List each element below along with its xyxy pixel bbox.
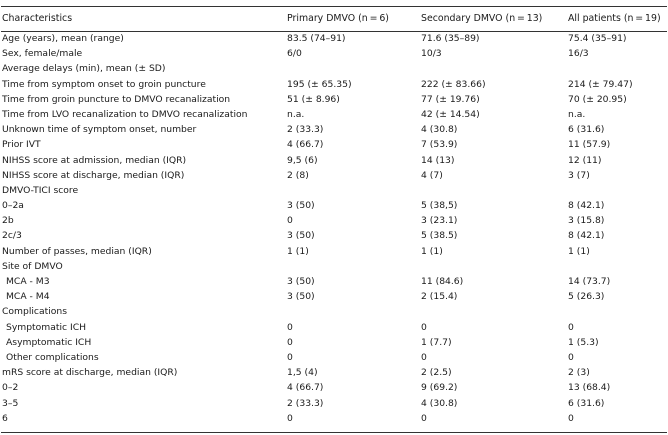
row-label: 2c/3: [2, 230, 22, 242]
row-primary-value: 0: [287, 321, 293, 333]
row-secondary-value: 0: [421, 412, 427, 424]
row-label: Sex, female/male: [2, 48, 83, 60]
row-all-value: 1 (5.3): [568, 336, 599, 348]
row-all-value: 3 (7): [568, 169, 590, 181]
table-row: [1, 396, 667, 411]
characteristics-table: [1, 6, 667, 426]
row-label: 3–5: [2, 397, 19, 409]
row-primary-value: 2 (8): [287, 169, 309, 181]
row-all-value: 13 (68.4): [568, 382, 611, 394]
row-label: Other complications: [6, 351, 99, 363]
row-secondary-value: 1 (7.7): [421, 336, 452, 348]
table-row: [1, 46, 667, 61]
row-all-value: 1 (1): [568, 245, 590, 257]
row-label: NIHSS score at discharge, median (IQR): [2, 169, 185, 181]
row-secondary-value: 9 (69.2): [421, 382, 458, 394]
row-secondary-value: 4 (30.8): [421, 124, 458, 136]
row-label: Asymptomatic ICH: [6, 336, 92, 348]
row-all-value: 5 (26.3): [568, 291, 605, 303]
row-primary-value: n.a.: [287, 108, 305, 120]
table-row: [1, 304, 667, 319]
row-label: 2b: [2, 215, 14, 227]
row-primary-value: 0: [287, 215, 293, 227]
table-row: [1, 92, 667, 107]
row-all-value: 6 (31.6): [568, 124, 605, 136]
table-row: [1, 244, 667, 259]
table-row: [1, 380, 667, 395]
row-primary-value: 3 (50): [287, 291, 315, 303]
row-label: 6: [2, 412, 8, 424]
row-secondary-value: 2 (15.4): [421, 291, 458, 303]
table-row: [1, 153, 667, 168]
row-all-value: 8 (42.1): [568, 200, 605, 212]
row-primary-value: 0: [287, 412, 293, 424]
row-primary-value: 195 (± 65.35): [287, 78, 352, 90]
row-primary-value: 3 (50): [287, 230, 315, 242]
row-secondary-value: 2 (2.5): [421, 367, 452, 379]
row-all-value: 0: [568, 321, 574, 333]
row-secondary-value: 5 (38,5): [421, 200, 458, 212]
row-label: DMVO-TICI score: [2, 184, 79, 196]
table-row: [1, 365, 667, 380]
row-secondary-value: 11 (84.6): [421, 276, 464, 287]
row-label: Unknown time of symptom onset, number: [2, 124, 197, 136]
table-row: [1, 61, 667, 76]
row-all-value: 14 (73.7): [568, 276, 611, 287]
row-all-value: 70 (± 20.95): [568, 93, 627, 105]
table-row: [1, 274, 667, 289]
row-label: Time from groin puncture to DMVO recanalization: [2, 93, 231, 105]
row-label: NIHSS score at admission, median (IQR): [2, 154, 187, 166]
table-row: [1, 168, 667, 183]
row-secondary-value: 42 (± 14.54): [421, 108, 480, 120]
row-label: mRS score at discharge, median (IQR): [2, 367, 178, 379]
table-row: [1, 107, 667, 122]
table-row: [1, 198, 667, 213]
row-primary-value: 2 (33.3): [287, 397, 324, 409]
row-primary-value: 4 (66.7): [287, 382, 324, 394]
table-row: [1, 137, 667, 152]
row-label: Age (years), mean (range): [2, 33, 124, 44]
row-label: 0–2: [2, 382, 19, 394]
header-secondary-dmvo: Secondary DMVO (n = 13): [421, 13, 543, 24]
row-all-value: n.a.: [568, 108, 586, 120]
table-row: [1, 183, 667, 198]
table-row: [1, 259, 667, 274]
row-all-value: 12 (11): [568, 154, 602, 166]
row-primary-value: 0: [287, 351, 293, 363]
table-row: [1, 228, 667, 243]
row-secondary-value: 77 (± 19.76): [421, 93, 480, 105]
row-label: Time from LVO recanalization to DMVO recanalization: [2, 108, 248, 120]
row-primary-value: 51 (± 8.96): [287, 93, 340, 105]
row-all-value: 8 (42.1): [568, 230, 605, 242]
row-secondary-value: 4 (30.8): [421, 397, 458, 409]
row-label: MCA - M4: [6, 291, 50, 303]
row-primary-value: 3 (50): [287, 276, 315, 287]
row-primary-value: 1,5 (4): [287, 367, 318, 379]
row-all-value: 214 (± 79.47): [568, 78, 633, 90]
table-row: [1, 122, 667, 137]
row-label: Prior IVT: [2, 139, 41, 151]
table-row: [1, 77, 667, 92]
row-secondary-value: 222 (± 83.66): [421, 78, 486, 90]
row-label: Site of DMVO: [2, 260, 63, 272]
bottom-rule: [1, 432, 667, 433]
row-label: Number of passes, median (IQR): [2, 245, 152, 257]
row-label: Symptomatic ICH: [6, 321, 87, 333]
row-secondary-value: 71.6 (35–89): [421, 33, 480, 44]
row-secondary-value: 10/3: [421, 48, 442, 60]
header-all-patients: All patients (n = 19): [568, 13, 661, 24]
table-row: [1, 31, 667, 46]
table-row: [1, 320, 667, 335]
header-primary-dmvo: Primary DMVO (n = 6): [287, 13, 389, 24]
row-label: MCA - M3: [6, 276, 50, 287]
row-all-value: 6 (31.6): [568, 397, 605, 409]
header-row: [1, 6, 667, 31]
row-secondary-value: 7 (53.9): [421, 139, 458, 151]
row-primary-value: 9,5 (6): [287, 154, 318, 166]
row-primary-value: 3 (50): [287, 200, 315, 212]
row-primary-value: 6/0: [287, 48, 302, 60]
row-all-value: 0: [568, 351, 574, 363]
row-label: Average delays (min), mean (± SD): [2, 63, 166, 75]
row-label: Complications: [2, 306, 67, 318]
row-all-value: 3 (15.8): [568, 215, 605, 227]
table-row: [1, 411, 667, 426]
row-primary-value: 0: [287, 336, 293, 348]
row-label: 0–2a: [2, 200, 24, 212]
row-primary-value: 4 (66.7): [287, 139, 324, 151]
row-secondary-value: 1 (1): [421, 245, 443, 257]
row-secondary-value: 5 (38.5): [421, 230, 458, 242]
row-all-value: 11 (57.9): [568, 139, 611, 151]
row-secondary-value: 14 (13): [421, 154, 455, 166]
row-label: Time from symptom onset to groin puncture: [2, 78, 206, 90]
row-all-value: 75.4 (35–91): [568, 33, 627, 44]
table-row: [1, 289, 667, 304]
row-primary-value: 1 (1): [287, 245, 309, 257]
table-body: [1, 31, 667, 426]
row-secondary-value: 4 (7): [421, 169, 443, 181]
table-row: [1, 213, 667, 228]
row-secondary-value: 3 (23.1): [421, 215, 458, 227]
row-all-value: 16/3: [568, 48, 589, 60]
row-all-value: 0: [568, 412, 574, 424]
header-characteristics: Characteristics: [2, 13, 73, 24]
row-primary-value: 83.5 (74–91): [287, 33, 346, 44]
table-row: [1, 335, 667, 350]
row-primary-value: 2 (33.3): [287, 124, 324, 136]
row-secondary-value: 0: [421, 321, 427, 333]
row-secondary-value: 0: [421, 351, 427, 363]
row-all-value: 2 (3): [568, 367, 590, 379]
table-row: [1, 350, 667, 365]
